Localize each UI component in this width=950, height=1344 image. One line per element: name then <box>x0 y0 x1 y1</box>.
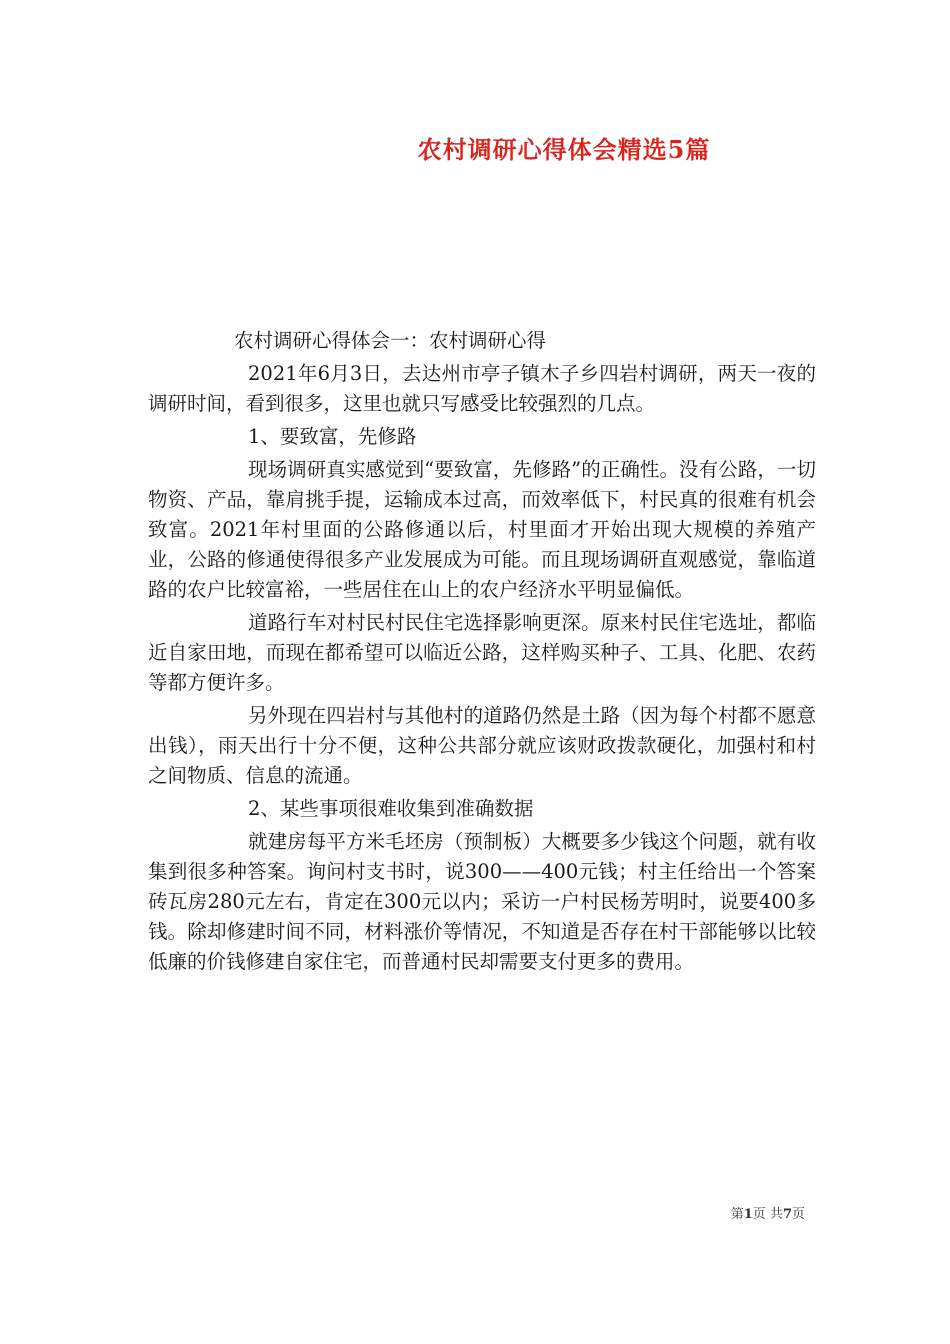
paragraph: 另外现在四岩村与其他村的道路仍然是土路（因为每个村都不愿意出钱），雨天出行十分不便，这种公共部分就应该财政拨款硬化，加强村和村之间物质、信息的流通。 <box>148 704 816 787</box>
paragraph: 道路行车对村民村民住宅选择影响更深。原来村民住宅选址，都临近自家田地，而现在都希望可以临近公路，这样购买种子、工具、化肥、农药等都方便许多。 <box>148 611 816 694</box>
footer-middle: 页 共 <box>752 1207 783 1222</box>
paragraph: 农村调研心得体会一：农村调研心得 <box>234 329 547 352</box>
paragraph: 2021年6月3日，去达州市亭子镇木子乡四岩村调研，两天一夜的调研时间，看到很多，这里也就只写感受比较强烈的几点。 <box>148 362 816 415</box>
footer-total-pages: 7 <box>782 1207 792 1222</box>
footer-suffix: 页 <box>791 1207 805 1222</box>
paragraph: 1、要致富，先修路 <box>248 425 417 448</box>
footer-prefix: 第 <box>730 1207 744 1222</box>
document-body <box>148 326 816 980</box>
footer-current-page: 1 <box>743 1207 753 1222</box>
paragraph: 现场调研真实感觉到“要致富，先修路”的正确性。没有公路，一切物资、产品，靠肩挑手提，运输成本过高，而效率低下，村民真的很难有机会致富。2021年村里面的公路修通以后，村里面才开始出现大规模的养殖产业，公路的修通使得很多产业发展成为可能。而且现场调研直观感觉，靠临道路的农户比较富裕，一些居住在山上的农户经济水平明显偏低。 <box>148 458 816 601</box>
document-title: 农村调研心得体会精选5篇 <box>417 135 711 164</box>
page-footer <box>731 1203 805 1222</box>
paragraph: 2、某些事项很难收集到准确数据 <box>248 797 534 820</box>
paragraph: 就建房每平方米毛坯房（预制板）大概要多少钱这个问题，就有收集到很多种答案。询问村支书时，说300——400元钱；村主任给出一个答案砖瓦房280元左右，肯定在300元以内；采访一户村民杨芳明时，说要400多钱。除却修建时间不同，材料涨价等情况，不知道是否存在村干部能够以比较低廉的价钱修建自家住宅，而普通村民却需要支付更多的费用。 <box>148 830 816 973</box>
